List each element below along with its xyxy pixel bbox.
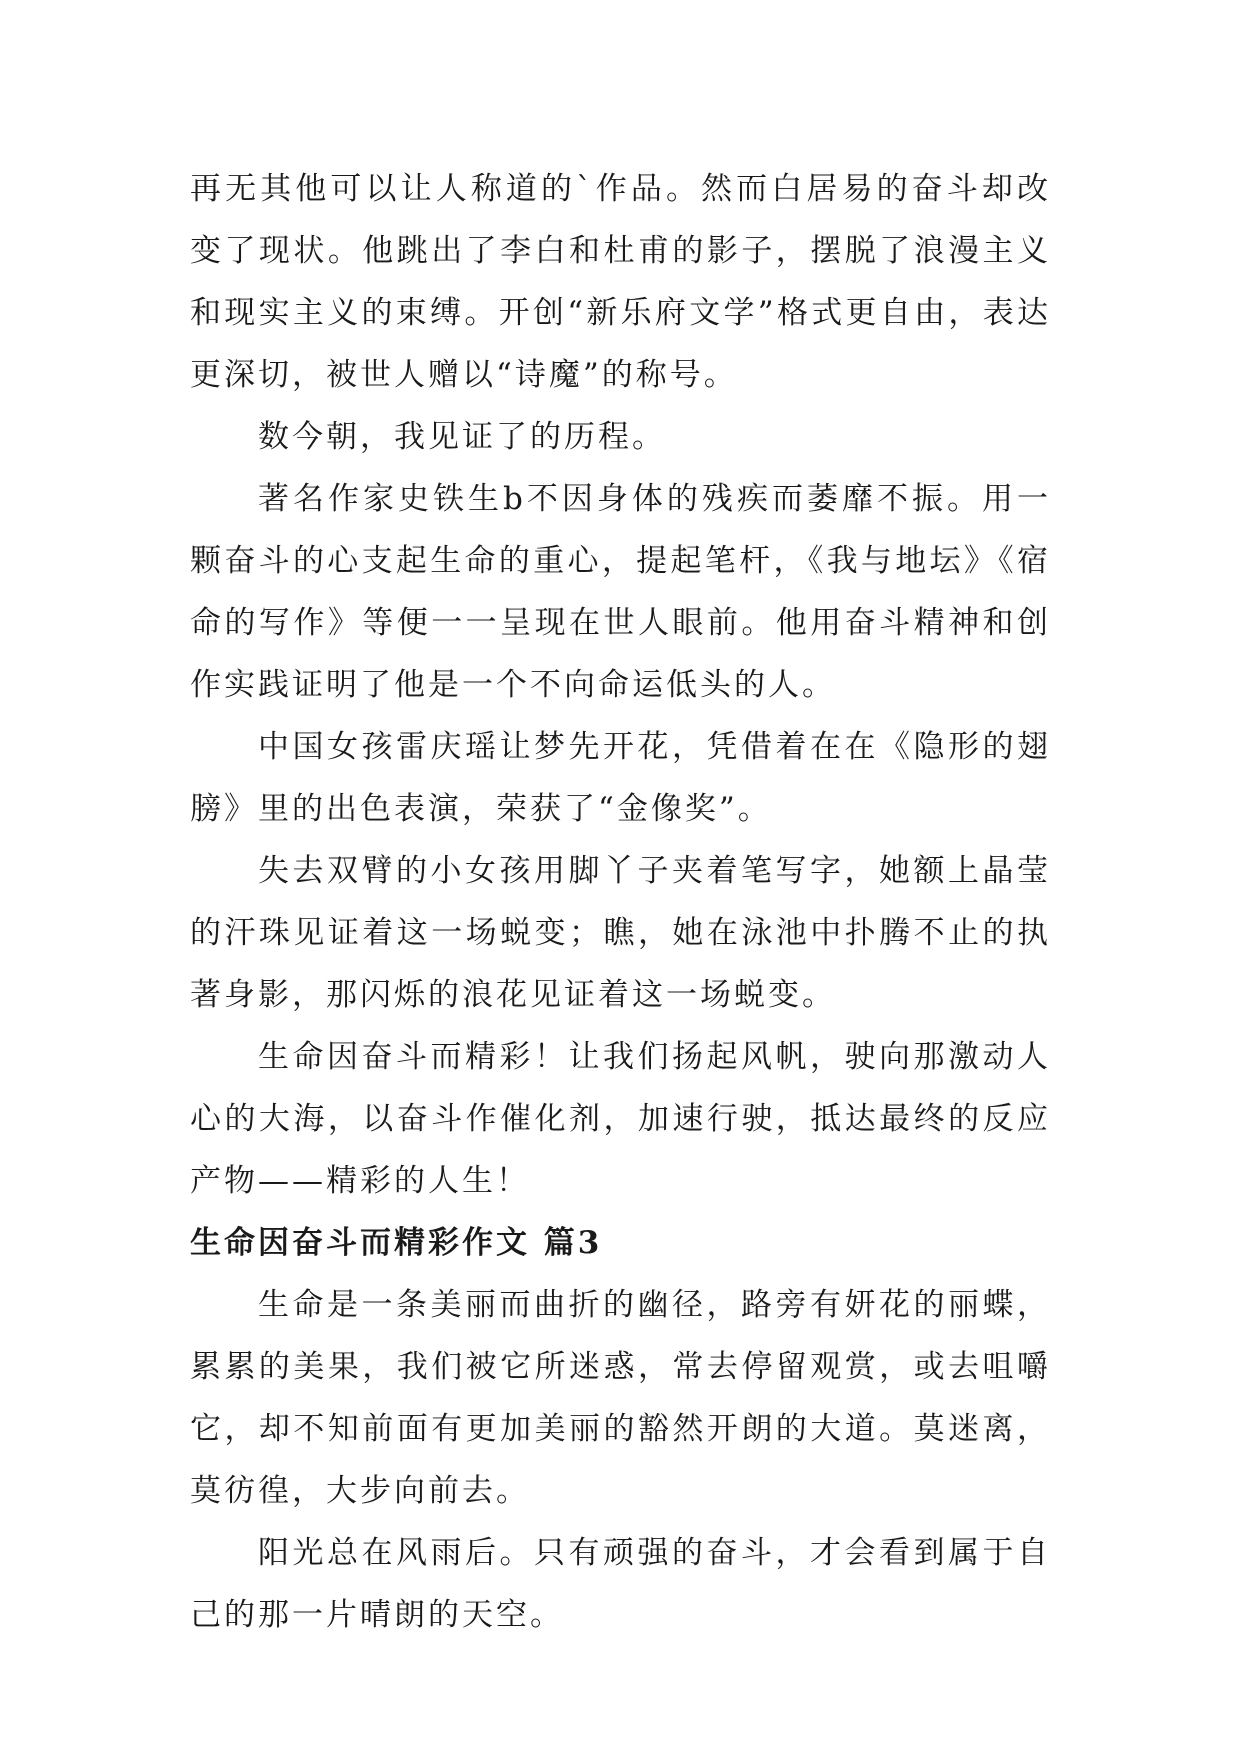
paragraph-witness: 数今朝，我见证了的历程。 (258, 419, 666, 455)
section-heading: 生命因奋斗而精彩作文 篇3 (190, 1225, 603, 1261)
paragraph-bai-juyi: 再无其他可以让人称道的`作品。然而白居易的奋斗却改变了现状。他跳出了李白和杜甫的影子，摆脱了浪漫主义和现实主义的束缚。开创“新乐府文学”格式更自由，表达更深切，被世人赠以“诗魔”的称号。 (190, 171, 1051, 393)
paragraph-shi-tiesheng: 著名作家史铁生b不因身体的残疾而萎靡不振。用一颗奋斗的心支起生命的重心，提起笔杆，《我与地坛》《宿命的写作》等便一一呈现在世人眼前。他用奋斗精神和创作实践证明了他是一个不向命运低头的人。 (190, 481, 1051, 703)
paragraph-lei-qingyao: 中国女孩雷庆瑶让梦先开花，凭借着在在《隐形的翅膀》里的出色表演，荣获了“金像奖”。 (190, 729, 1051, 827)
paragraph-winding-path: 生命是一条美丽而曲折的幽径，路旁有妍花的丽蝶，累累的美果，我们被它所迷惑，常去停留观赏，或去咀嚼它，却不知前面有更加美丽的豁然开朗的大道。莫迷离，莫彷徨，大步向前去。 (190, 1287, 1051, 1509)
paragraph-sunshine: 阳光总在风雨后。只有顽强的奋斗，才会看到属于自己的那一片晴朗的天空。 (190, 1535, 1051, 1633)
paragraph-armless-girl: 失去双臂的小女孩用脚丫子夹着笔写字，她额上晶莹的汗珠见证着这一场蜕变；瞧，她在泳池中扑腾不止的执著身影，那闪烁的浪花见证着这一场蜕变。 (190, 853, 1051, 1013)
paragraph-conclusion: 生命因奋斗而精彩！让我们扬起风帆，驶向那激动人心的大海，以奋斗作催化剂，加速行驶，抵达最终的反应产物——精彩的人生！ (190, 1039, 1051, 1199)
